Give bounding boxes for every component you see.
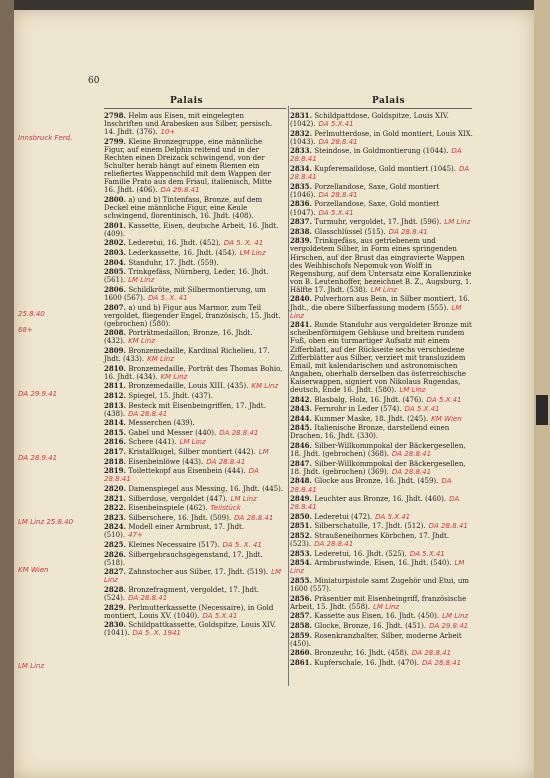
handwritten-note: DA 28.8.41 <box>318 190 358 199</box>
handwritten-note: LM Linz <box>128 276 155 285</box>
catalog-entry <box>290 522 474 530</box>
margin-note: KM Wien <box>18 566 49 574</box>
handwritten-note: DA 28.8.41 <box>314 540 354 549</box>
catalog-entry <box>104 523 284 539</box>
catalog-entry <box>104 365 284 381</box>
entry-number: 2837. <box>290 217 315 227</box>
catalog-entry <box>290 495 474 511</box>
catalog-entry <box>104 329 284 345</box>
entry-number: 2810. <box>104 363 129 373</box>
entry-number: 2856. <box>290 593 315 603</box>
catalog-entry <box>290 442 474 458</box>
next-page-edge <box>534 0 550 778</box>
handwritten-note: DA 5.X.41 <box>426 395 462 404</box>
catalog-entry <box>104 586 284 602</box>
entry-number: 2824. <box>104 522 129 532</box>
entry-number: 2851. <box>290 521 315 531</box>
entry-text: Damenspiegel aus Messing, 16. Jhdt. (445). <box>128 484 284 493</box>
entry-text: Lederetui (472). <box>314 512 373 521</box>
handwritten-note: DA 29.8.41 <box>429 621 469 630</box>
catalog-entry <box>290 165 474 181</box>
entry-number: 2816. <box>104 437 129 447</box>
catalog-entry <box>290 228 474 236</box>
margin-note: DA 28.9.41 <box>18 454 58 462</box>
page-number: 60 <box>88 76 100 86</box>
entry-text: Porzellandose, Saxe, Gold montiert (1047). <box>290 200 440 217</box>
entry-text: Turmuhr, vergoldet, 17. Jhdt. (596). <box>314 218 442 227</box>
handwritten-note: DA 28.8.41 <box>391 450 432 459</box>
entry-number: 2827. <box>104 567 129 577</box>
entry-number: 2800. <box>104 194 129 204</box>
catalog-entry <box>290 513 474 521</box>
entry-text: Kassette aus Eisen, 16. Jhdt. (450). <box>314 612 440 621</box>
catalog-entry <box>290 237 474 294</box>
handwritten-note: LM Linz <box>239 249 266 257</box>
entry-number: 2830. <box>104 620 129 630</box>
catalog-entry <box>104 392 284 400</box>
entry-text: Eisenbeinlöwe (443). <box>128 457 204 466</box>
catalog-entry <box>104 382 284 390</box>
catalog-entry <box>290 559 474 575</box>
catalog-entry <box>290 622 474 630</box>
entry-text: Kleines Necessaire (517). <box>128 541 220 549</box>
catalog-entry <box>290 321 474 394</box>
margin-note: DA 29.9.41 <box>18 390 58 398</box>
handwritten-note: Teilstück <box>210 504 241 513</box>
entry-number: 2803. <box>104 248 129 257</box>
entry-number: 2798. <box>104 111 129 120</box>
handwritten-note: DA 28.8.41 <box>128 409 168 418</box>
handwritten-note: DA 5.X.41 <box>318 208 354 217</box>
entry-text: Lederkassette, 16. Jhdt. (454). <box>128 249 237 257</box>
handwritten-note: DA 28.8.41 <box>318 137 358 146</box>
handwritten-note: DA 28.8.41 <box>290 147 462 164</box>
catalog-entry <box>104 438 284 446</box>
entry-number: 2841. <box>290 320 315 330</box>
entry-number: 2801. <box>104 220 129 230</box>
entry-number: 2804. <box>104 257 129 267</box>
entry-number: 2850. <box>290 511 315 521</box>
entry-number: 2825. <box>104 540 129 549</box>
entry-text: Armbrustwinde, Eisen, 16. Jhdt. (540). <box>314 559 452 568</box>
handwritten-note: DA 5. X. 41 <box>223 239 264 248</box>
catalog-entry <box>290 147 474 163</box>
handwritten-note: KM Linz <box>147 355 174 364</box>
entry-text: Schere (441). <box>128 438 177 447</box>
catalog-entry <box>290 112 474 128</box>
handwritten-note: DA 28.8.41 <box>391 467 432 476</box>
catalog-entry <box>290 460 474 476</box>
catalog-entry <box>104 249 284 257</box>
right-column <box>290 112 474 668</box>
entry-number: 2848. <box>290 476 315 486</box>
catalog-entry <box>290 183 474 199</box>
left-column-title: Palais <box>170 96 204 106</box>
handwritten-note: DA 28.8.41 <box>104 467 259 484</box>
entry-text: Kassette, Eisen, deutsche Arbeit, 16. Jhdt. (409). <box>104 221 279 238</box>
right-column-title: Palais <box>372 96 406 106</box>
catalog-entry <box>104 604 284 620</box>
handwritten-note: DA 5.X.41 <box>404 405 440 414</box>
handwritten-note: KM Linz <box>128 337 155 346</box>
catalog-entry <box>104 239 284 247</box>
entry-number: 2819. <box>104 466 129 476</box>
handwritten-note: DA 28.8.41 <box>219 428 259 437</box>
entry-text: Runde Standuhr aus vergoldeter Bronze mit scheibenförmigem Gehäuse und breitem rundem Fuß, oben ein turmartiger Aufsatz mit einem Zifferblatt, auf der Rückseite sechs verschiedene Zifferblätter aus Silber, verziert mit transluzidem Email, mit kalendarischen und astronomischen Angaben, oberhalb derselben das österreichische Kaiserwappen, signiert von Nikolaus Rugendas, deutsch, Ende 16. Jhdt. (580). <box>290 321 472 394</box>
entry-number: 2805. <box>104 267 129 277</box>
catalog-entry <box>104 196 284 220</box>
entry-text: Straußeneihornes Körbchen, 17. Jhdt. (523). <box>290 532 450 549</box>
entry-text: Pulverhorn aus Bein, in Silber montiert, 16. Jhdt., die obere Silberfassung modern (555). <box>290 295 470 312</box>
handwritten-note: DA 5.X.41 <box>202 611 238 620</box>
catalog-entry <box>104 429 284 437</box>
catalog-entry <box>290 577 474 593</box>
entry-number: 2846. <box>290 441 315 451</box>
catalog-entry <box>104 458 284 466</box>
catalog-entry <box>290 477 474 493</box>
entry-number: 2845. <box>290 423 315 433</box>
catalog-entry <box>104 485 284 493</box>
catalog-entry <box>104 495 284 503</box>
left-header-rule <box>104 108 286 109</box>
entry-text: Silbergebrauchsgegenstand, 17. Jhdt. (518). <box>104 550 263 567</box>
catalog-entry <box>290 218 474 226</box>
entry-number: 2838. <box>290 226 315 236</box>
entry-number: 2832. <box>290 128 315 138</box>
entry-text: Lederetui, 16. Jhdt. (452). <box>128 239 221 248</box>
entry-number: 2859. <box>290 630 315 640</box>
handwritten-note: DA 28.8.41 <box>388 227 428 236</box>
entry-text: Kupferschale, 16. Jhdt. (470). <box>314 658 419 667</box>
entry-text: Modell einer Armbrust, 17. Jhdt. (510). <box>104 523 245 540</box>
catalog-entry <box>290 424 474 440</box>
handwritten-note: DA 29.8.41 <box>160 186 200 195</box>
entry-text: Trinkgefäss, aus getriebenem und vergoldetem Silber, in Form eines springenden Hirschen, auf der Brust das eingravierte Wappen des Weihbischofs Nepomuk von Wolff in Regensburg, auf dem Untersatz eine Korallenzinke von B. Leutenhoffer, bezeichnet B. Z., Augsburg, 1. Hälfte 17. Jhdt. (538). <box>290 237 472 294</box>
entry-text: a) und b) Figur aus Marmor, zum Teil vergoldet, fliegender Engel, französisch, 15. Jhdt. (gebrochen) (580). <box>104 303 281 328</box>
entry-text: Messerchen (439). <box>128 419 195 428</box>
entry-text: Glocke aus Bronze, 16. Jhdt. (459). <box>314 477 439 486</box>
handwritten-note: DA 5. X. 1941 <box>132 629 181 638</box>
handwritten-note: DA 28.8.41 <box>290 477 452 494</box>
handwritten-note: DA 28.8.41 <box>234 513 274 522</box>
entry-text: Porzellandose, Saxe, Gold montiert (1046). <box>290 182 440 199</box>
entry-text: a) und b) Tintenfass, Bronze, auf dem Deckel eine männliche Figur, eine Keule schwingend, florentinisch, 16. Jhdt. (408). <box>104 195 263 221</box>
entry-text: Bronzemedaille, Kardinal Richelieu, 17. Jhdt. (433). <box>104 347 270 364</box>
catalog-entry <box>104 621 284 637</box>
entry-text: Schildkröte, mit Silbermontierung, um 1600 (567). <box>104 285 266 302</box>
entry-number: 2852. <box>290 531 315 540</box>
entry-number: 2853. <box>290 548 315 558</box>
handwritten-note: DA 5. X. 41 <box>148 293 188 302</box>
entry-text: Präsentier mit Eisenbeingriff, französische Arbeit, 15. Jhdt. (558). <box>290 594 467 611</box>
entry-text: Blasbalg, Holz, 16. Jhdt. (476). <box>314 395 424 404</box>
handwritten-note: DA 5.X.41 <box>375 512 411 521</box>
catalog-entry <box>290 649 474 657</box>
catalog-entry <box>104 138 284 195</box>
entry-number: 2860. <box>290 648 315 658</box>
catalog-entry <box>290 659 474 667</box>
entry-number: 2802. <box>104 238 129 248</box>
entry-text: Leuchter aus Bronze, 16. Jhdt. (460). <box>314 495 447 504</box>
column-divider <box>288 106 289 686</box>
catalog-entry <box>104 402 284 418</box>
margin-note: 68+ <box>18 326 33 334</box>
entry-number: 2820. <box>104 483 129 493</box>
handwritten-note: 10+ <box>160 128 176 137</box>
catalog-entry <box>104 112 284 136</box>
handwritten-note: LM Linz <box>290 303 462 320</box>
handwritten-note: KM Linz <box>160 372 188 381</box>
catalog-entry <box>104 514 284 522</box>
handwritten-note: DA 28.8.41 <box>428 522 468 531</box>
catalog-entry <box>290 612 474 620</box>
entry-text: Trinkgefäss, Nürnberg, Leder, 16. Jhdt. (561). <box>104 268 269 285</box>
catalog-entry <box>104 259 284 267</box>
entry-text: Schildpattdose, Goldspitze, Louis XIV. (1042). <box>290 112 449 129</box>
entry-number: 2842. <box>290 394 315 404</box>
entry-text: Silberdose, vergoldet (447). <box>128 494 228 503</box>
handwritten-note: LM Linz <box>104 568 282 585</box>
entry-number: 2826. <box>104 549 129 559</box>
entry-number: 2857. <box>290 611 315 621</box>
catalog-entry <box>104 504 284 512</box>
catalog-entry <box>104 448 284 456</box>
entry-number: 2818. <box>104 456 129 466</box>
entry-text: Schildpattkassette, Goldspitze, Louis XIV. (1041). <box>104 621 276 638</box>
entry-text: Porträtmedaillon, Bronze, 16. Jhdt. (432). <box>104 329 253 346</box>
entry-number: 2844. <box>290 413 315 423</box>
catalog-entry <box>104 304 284 328</box>
catalog-entry <box>290 595 474 611</box>
entry-text: Silberschere, 16. Jhdt. (509). <box>128 513 232 522</box>
book-spine <box>0 0 14 778</box>
entry-number: 2840. <box>290 294 315 304</box>
handwritten-note: DA 28.8.41 <box>290 165 470 182</box>
entry-text: Standuhr, 17. Jhdt. (559). <box>128 258 219 267</box>
entry-text: Kleine Bronzegruppe, eine männliche Figur, auf einem Delphin reitend und in der Rechten einen Dreizack schwingend, von der Schulter herab hängt auf einem Riemen ein reliefiertes Wappenschild mit dem Wappen der Familie Prato aus dem Friaul, italienisch, Mitte 16. Jhdt. (406). <box>104 137 272 195</box>
handwritten-note: DA 28.8.41 <box>422 658 462 667</box>
entry-number: 2821. <box>104 493 129 503</box>
handwritten-note: LM Linz <box>179 438 206 447</box>
handwritten-note: LM Linz <box>399 386 426 394</box>
entry-number: 2828. <box>104 584 129 594</box>
handwritten-note: 47+ <box>128 531 143 540</box>
handwritten-note: KM Wien <box>431 414 462 423</box>
catalog-entry <box>290 396 474 404</box>
entry-number: 2854. <box>290 558 315 568</box>
handwritten-note: DA 5. X. 41 <box>222 541 262 549</box>
entry-number: 2839. <box>290 236 315 246</box>
entry-text: Perlmutterkassette (Necessaire), in Gold montiert, Louis XV. (1040). <box>104 603 274 620</box>
entry-number: 2808. <box>104 328 129 338</box>
entry-text: Eisenbeinspiele (462). <box>128 504 208 513</box>
handwritten-note: LM Linz <box>444 218 471 227</box>
catalog-entry <box>290 200 474 216</box>
entry-number: 2812. <box>104 391 129 400</box>
entry-number: 2861. <box>290 657 315 667</box>
entry-text: Kristallkugel, Silber montiert (442). <box>128 448 256 457</box>
handwritten-note: DA 28.8.41 <box>128 594 168 603</box>
catalog-entry <box>104 541 284 549</box>
handwritten-note: LM Linz <box>230 494 257 503</box>
entry-text: Bronzeuhr, 16. Jhdt. (458). <box>314 649 409 658</box>
catalog-entry <box>104 568 284 584</box>
handwritten-note: KM Linz <box>251 382 279 391</box>
catalog-entry <box>104 467 284 483</box>
catalog-entry <box>290 632 474 648</box>
entry-text: Kupferemaildose, Gold montiert (1045). <box>314 165 457 174</box>
margin-note: Innsbruck Ferd. <box>18 134 73 142</box>
entry-number: 2822. <box>104 503 129 513</box>
entry-number: 2814. <box>104 418 129 428</box>
entry-number: 2829. <box>104 602 129 612</box>
catalog-entry <box>104 268 284 284</box>
entry-text: Steindose, in Goldmontierung (1044). <box>314 147 449 156</box>
margin-note: 25.8.40 <box>18 310 45 318</box>
handwritten-note: LM <box>258 448 269 457</box>
entry-text: Silber-Willkommpokal der Bäckergesellen, 18. Jhdt. (gebrochen) (369). <box>290 459 466 476</box>
entry-text: Glocke, Bronze, 16. Jhdt. (451). <box>314 621 427 630</box>
entry-number: 2855. <box>290 575 315 585</box>
handwritten-note: DA 5.X.41 <box>409 549 445 558</box>
margin-note: LM Linz 25.8.40 <box>18 518 74 526</box>
catalog-entry <box>104 347 284 363</box>
entry-text: Silberschatulle, 17. Jhdt. (512). <box>314 522 426 531</box>
entry-number: 2807. <box>104 302 129 312</box>
entry-text: Rosenkranzhalter, Silber, moderne Arbeit (450). <box>290 631 462 648</box>
handwritten-note: LM Linz <box>373 602 400 611</box>
left-column <box>104 112 284 639</box>
entry-text: Spiegel, 15. Jhdt. (437). <box>128 392 213 400</box>
entry-text: Italienische Bronze, darstellend einen Drachen, 16. Jhdt. (330). <box>290 424 450 441</box>
entry-number: 2817. <box>104 447 129 457</box>
entry-number: 2831. <box>290 111 315 120</box>
handwritten-note: LM Linz <box>442 612 469 621</box>
entry-number: 2835. <box>290 181 315 191</box>
catalog-entry <box>290 532 474 548</box>
catalog-entry <box>104 286 284 302</box>
entry-number: 2849. <box>290 494 315 504</box>
handwritten-note: DA 28.8.41 <box>290 495 460 512</box>
entry-text: Toilettekopf aus Eisenbein (444). <box>128 467 246 476</box>
entry-text: Miniaturpistole samt Zugehör und Etui, um 1600 (557). <box>290 576 470 594</box>
catalog-entry <box>104 551 284 567</box>
handwritten-note: LM Linz <box>290 559 465 576</box>
entry-text: Fernrohr in Leder (574). <box>314 405 402 414</box>
entry-number: 2809. <box>104 346 129 356</box>
margin-note: LM Linz <box>18 662 45 670</box>
entry-text: Helm aus Eisen, mit eingelegten Inschriften und Arabesken aus Silber, persisch. 14. Jhdt. (376). <box>104 112 273 137</box>
entry-number: 2811. <box>104 381 129 391</box>
catalog-entry <box>290 295 474 319</box>
entry-text: Besteck mit Eisenbeingriffen, 17. Jhdt. (438). <box>104 401 266 418</box>
catalog-entry <box>290 405 474 413</box>
entry-number: 2823. <box>104 512 129 522</box>
catalog-entry <box>290 550 474 558</box>
entry-text: Kummer Maske, 18. Jhdt. (245). <box>314 414 429 423</box>
entry-text: Lederetui, 16. Jhdt. (525). <box>314 549 407 558</box>
right-header-rule <box>290 108 472 109</box>
entry-text: Bronzemedaille, Louis XIII. (435). <box>128 382 249 391</box>
entry-number: 2847. <box>290 458 315 468</box>
handwritten-note: DA 28.8.41 <box>206 457 246 466</box>
entry-number: 2834. <box>290 164 315 174</box>
entry-number: 2836. <box>290 199 315 209</box>
entry-text: Gabel und Messer (440). <box>128 428 217 437</box>
entry-text: Zahnstocher aus Silber, 17. Jhdt. (519). <box>128 568 269 577</box>
entry-number: 2799. <box>104 136 129 146</box>
edge-tab <box>536 395 548 425</box>
catalog-entry <box>104 222 284 238</box>
handwritten-note: LM Linz <box>370 285 397 294</box>
entry-text: Bronzefragment, vergoldet, 17. Jhdt. (524). <box>104 585 260 603</box>
handwritten-note: DA 28.8.41 <box>411 649 452 658</box>
catalog-entry <box>104 419 284 427</box>
entry-text: Perlmutterdose, in Gold montiert, Louis XIX. (1043). <box>290 129 473 146</box>
entry-number: 2815. <box>104 427 129 437</box>
catalog-entry <box>290 415 474 423</box>
entry-number: 2833. <box>290 146 315 156</box>
entry-text: Glasschlüssel (515). <box>314 227 386 236</box>
handwritten-note: DA 5.X.41 <box>318 120 354 129</box>
entry-text: Silber-Willkommpokal der Bäckergesellen, 18. Jhdt. (gebrochen) (368). <box>290 442 466 459</box>
entry-text: Bronzemedaille, Porträt des Thomas Bohio, 16. Jhdt. (434). <box>104 364 283 381</box>
entry-number: 2813. <box>104 400 129 410</box>
catalog-entry <box>290 130 474 146</box>
entry-number: 2858. <box>290 620 315 630</box>
entry-number: 2806. <box>104 284 129 294</box>
entry-number: 2843. <box>290 404 315 414</box>
